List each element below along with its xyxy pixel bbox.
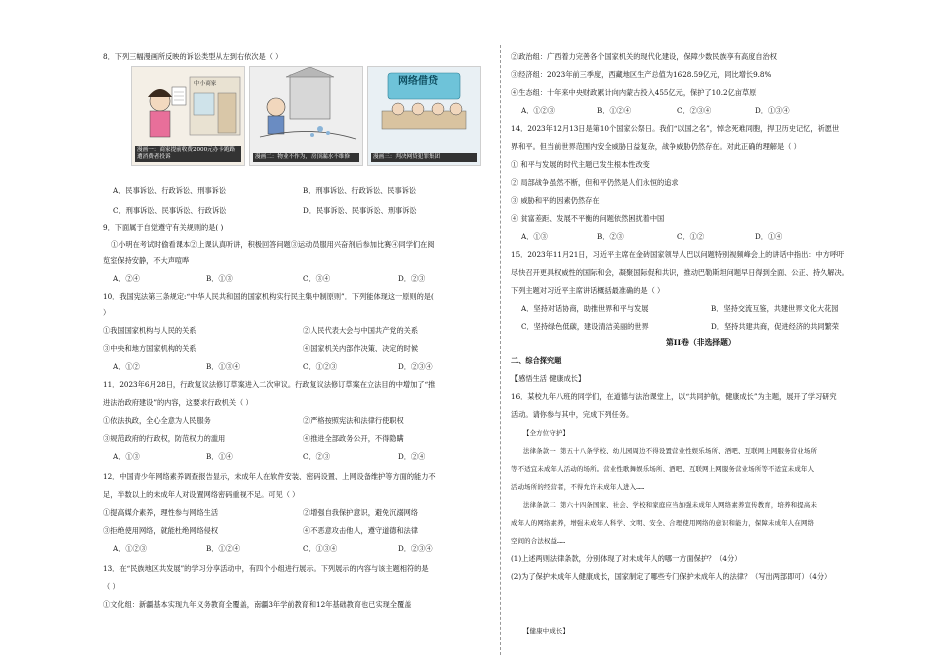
q14-option-b: B．②③ <box>597 232 624 241</box>
q14-statement-4: ④ 贫富差距、发展不平衡的问题依然困扰着中国 <box>511 214 665 223</box>
q15-option-c: C．坚持绿色低碳，建设清洁美丽的世界 <box>521 322 649 331</box>
q15-stem-3: 下列主题对习近平主席讲话概括最准确的是（ ） <box>511 286 665 295</box>
q16-sub-heading-2: 【健康中成长】 <box>523 627 570 635</box>
q12-statement-4: ④不恶意攻击他人，遵守道德和法律 <box>303 526 419 535</box>
q12-option-d: D．②③④ <box>398 544 433 553</box>
q9-option-b: B．①③ <box>206 274 233 283</box>
q16-question-2: (2)为了保护未成年人健康成长，国家制定了哪些专门保护未成年人的法律？（写出两部即可）（4分） <box>511 572 832 581</box>
q15-option-b: B．坚持交流互鉴，共建世界文化大花园 <box>711 304 839 313</box>
q16-law-1-line-1: 法律条款一 第五十八条学校、幼儿园周边不得设置营业性娱乐场所、酒吧、互联网上网服务营业场所 <box>523 447 818 455</box>
comic-2-caption: 漫画二：物业不作为，房顶漏水不维修 <box>253 153 359 162</box>
q9-body-1: ①小明在考试时偷看课本②上课认真听讲，积极回答问题③运动员服用兴奋剂后参加比赛④同学们在阅 <box>111 240 435 249</box>
q12-option-c: C．①③④ <box>303 544 338 553</box>
q16-question-1: (1)上述两则法律条款，分别体现了对未成年人的哪一方面保护？（4分） <box>511 554 742 563</box>
q15-stem-1: 15．2023年11月21日，习近平主席在金砖国家领导人巴以问题特别视频峰会上的讲话中指出：中方呼吁 <box>511 250 845 259</box>
q13-option-d: D．①③④ <box>755 106 790 115</box>
section-2-heading: 二、综合探究题 <box>511 356 562 365</box>
q9-stem: 9．下面属于自觉遵守有关规则的是( ) <box>103 223 224 232</box>
q8-stem: 8．下列三幅漫画所反映的诉讼类型从左到右依次是（ ） <box>103 52 283 61</box>
q16-law-2-line-3: 空间的合法权益…… <box>511 537 566 545</box>
q14-option-d: D．①④ <box>755 232 783 241</box>
q14-statement-1: ① 和平与发展的时代主题已发生根本性改变 <box>511 160 650 169</box>
q10-option-b: B．①③④ <box>206 362 241 371</box>
q15-option-a: A．坚持对话协商，助推世界和平与发展 <box>521 304 649 313</box>
q13-option-c: C．②③④ <box>677 106 712 115</box>
q12-statement-1: ①提高媒介素养，理性参与网络生活 <box>103 508 219 517</box>
q8-option-b: B．刑事诉讼、行政诉讼、民事诉讼 <box>303 186 417 195</box>
q11-option-c: C．②③ <box>303 452 331 461</box>
q11-option-d: D．②④ <box>398 452 426 461</box>
q10-statement-3: ③中央和地方国家机构的关系 <box>103 344 197 353</box>
q14-option-a: A．①③ <box>521 232 548 241</box>
comic-3-caption: 漫画三：判决网贷犯罪集团 <box>371 153 477 162</box>
q8-option-c: C．刑事诉讼、民事诉讼、行政诉讼 <box>113 206 227 215</box>
q16-sub-heading-1: 【全方位守护】 <box>523 429 570 437</box>
q10-option-c: C．①②③ <box>303 362 338 371</box>
q16-law-1-line-3: 活动场所的经营者，不得允许未成年人进入…… <box>511 483 645 491</box>
q14-option-c: C．①② <box>677 232 705 241</box>
q9-option-c: C．③④ <box>303 274 331 283</box>
q10-statement-4: ④国家机关内部作决策、决定的时候 <box>303 344 419 353</box>
q11-option-a: A．①③ <box>113 452 140 461</box>
q11-statement-3: ③规范政府的行政权，防范权力的滥用 <box>103 434 226 443</box>
q13-option-a: A．①②③ <box>521 106 555 115</box>
comic-1-sign: 中小商家 <box>194 81 217 87</box>
q16-law-2-line-2: 成年人的网络素养，增强未成年人科学、文明、安全、合理使用网络的意识和能力，保障未成年人在网络 <box>511 519 815 527</box>
q12-option-a: A．①②③ <box>113 544 147 553</box>
q10-stem-1: 10．我国宪法第三条规定:“中华人民共和国的国家机构实行民主集中制原则”．下列能体现这一原则的是( <box>103 292 434 301</box>
q9-body-2: 览室保持安静，不大声喧哗 <box>103 256 190 265</box>
part-2-title: 第II卷（非选择题） <box>666 338 736 347</box>
q10-option-a: A．①② <box>113 362 140 371</box>
q10-statement-1: ①我国国家机构与人民的关系 <box>103 326 197 335</box>
comic-3-sign: 网络借贷 <box>398 76 438 87</box>
q12-statement-3: ③拒绝使用网络，就能杜绝网络侵权 <box>103 526 219 535</box>
q10-stem-2: ） <box>103 308 111 317</box>
q15-option-d: D．坚持共建共商，促进经济的共同繁荣 <box>711 322 839 331</box>
q11-statement-4: ④推进全部政务公开，不得隐瞒 <box>303 434 404 443</box>
q8-option-a: A．民事诉讼、行政诉讼、刑事诉讼 <box>113 186 227 195</box>
q12-statement-2: ②增强自我保护意识，避免沉溺网络 <box>303 508 419 517</box>
q11-statement-2: ②严格按照宪法和法律行使职权 <box>303 416 404 425</box>
q13-statement-3: ③经济组：2023年前三季度，西藏地区生产总值为1628.59亿元，同比增长9.8% <box>511 70 772 79</box>
comic-2 <box>249 66 363 166</box>
q16-stem-2: 活动。请你参与其中，完成下列任务。 <box>511 410 634 419</box>
q14-statement-3: ③ 威胁和平的因素仍然存在 <box>511 196 600 205</box>
q13-option-b: B．①②④ <box>597 106 632 115</box>
theme-heading: 【感悟生活 健康成长】 <box>511 374 586 383</box>
q16-law-2-line-1: 法律条款二 第六十四条国家、社会、学校和家庭应当加强未成年人网络素养宣传教育，培养和提高未 <box>523 501 818 509</box>
q14-stem-1: 14．2023年12月13日是第10个国家公祭日。我们“以国之名”，悼念死难同胞，捍卫历史记忆，祈愿世 <box>511 124 840 133</box>
q16-law-1-line-2: 等不适宜未成年人活动的场所。营业性歌舞娱乐场所、酒吧、互联网上网服务营业场所等不适宜未成年人 <box>511 465 815 473</box>
q10-option-d: D．②③④ <box>398 362 433 371</box>
q9-option-a: A．②④ <box>113 274 140 283</box>
q8-option-d: D．民事诉讼、民事诉讼、刑事诉讼 <box>303 206 417 215</box>
q13-statement-1: ①文化组：新疆基本实现九年义务教育全覆盖，南疆3年学前教育和12年基础教育也已实现全覆盖 <box>103 600 412 609</box>
q11-statement-1: ①依法执政，全心全意为人民服务 <box>103 416 211 425</box>
comic-3 <box>367 66 481 166</box>
q10-statement-2: ②人民代表大会与中国共产党的关系 <box>303 326 419 335</box>
q14-stem-2: 界和平。但当前世界范围内安全威胁日益复杂，战争威胁仍然存在。对此正确的理解是（ ） <box>511 142 801 151</box>
q9-option-d: D．②③ <box>398 274 426 283</box>
q15-stem-2: 尽快召开更具权威性的国际和会，凝聚国际促和共识，推动巴勒斯坦问题早日得到全面、公正、持久解决。 <box>511 268 849 277</box>
q13-stem-2: （ ） <box>103 582 120 591</box>
comic-1 <box>131 66 245 166</box>
comic-1-caption: 漫画一：商家提前收费2000元办卡跑路遭消费者投诉 <box>135 146 241 162</box>
q12-stem-2: 足，半数以上的未成年人对设置网络密码重视不足。可见（ ） <box>103 490 300 499</box>
q12-option-b: B．①②④ <box>206 544 241 553</box>
q13-statement-2: ②政治组：广西着力完善各个国家机关的现代化建设，保障少数民族享有高度自治权 <box>511 52 777 61</box>
q11-option-b: B．①④ <box>206 452 233 461</box>
q16-stem-1: 16．某校九年八班的同学们，在道德与法治课堂上，以“共同护航，健康成长”为主题，展开了学习研究 <box>511 392 837 401</box>
q13-statement-4: ④生态组：十年来中央财政累计向内蒙古投入455亿元，保护了10.2亿亩草原 <box>511 88 757 97</box>
q12-stem-1: 12．中国青少年网络素养调查报告显示，未成年人在软件安装、密码设置、上网设备维护等方面的能力不 <box>103 472 436 481</box>
q11-stem-2: 进法治政府建设”的内容，这要求行政机关（ ） <box>103 398 253 407</box>
column-divider <box>500 45 501 655</box>
q14-statement-2: ② 局部战争虽然不断，但和平仍然是人们永恒的追求 <box>511 178 679 187</box>
q11-stem-1: 11．2023年6月28日，行政复议法修订草案进入二次审议。行政复议法修订草案在立法目的中增加了“推 <box>103 380 436 389</box>
q13-stem-1: 13．在“民族地区共发展”的学习分享活动中，有四个小组进行展示。下列展示的内容与该主题相符的是 <box>103 564 429 573</box>
comic-2-illustration <box>250 67 362 165</box>
